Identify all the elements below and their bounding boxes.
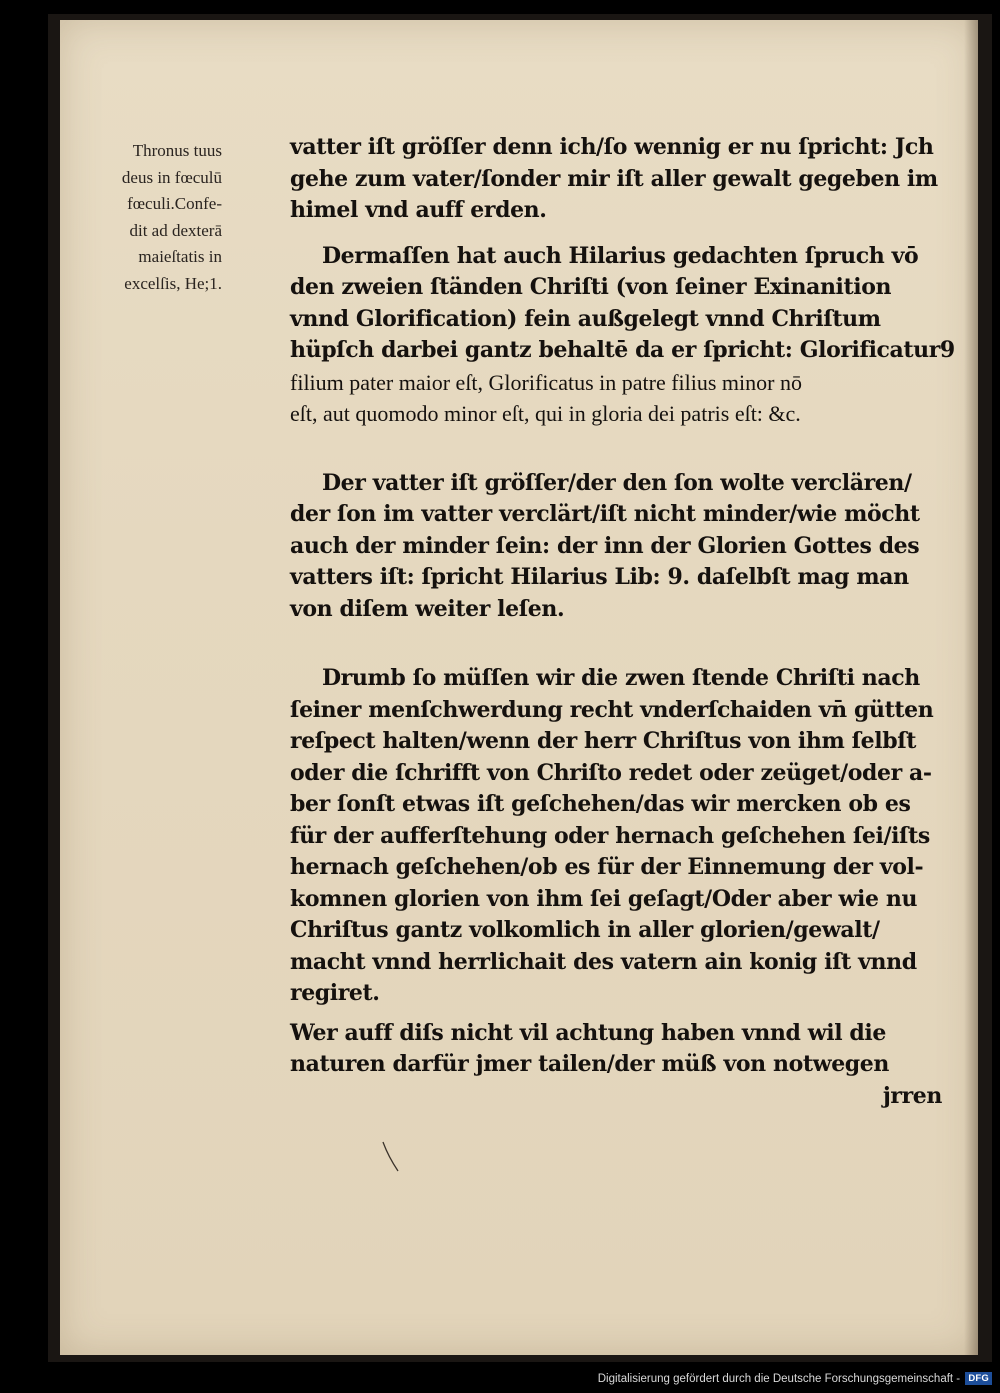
digitization-footer (0, 1372, 1000, 1393)
text-line: ber ſonſt etwas iſt geſchehen/das wir mercken ob es (290, 791, 911, 817)
text-line: reſpect halten/wenn der herr Chriſtus von ihm ſelbſt (290, 728, 917, 754)
text-line: vatters iſt: ſpricht Hilarius Lib: 9. daſelbſt mag man (290, 564, 909, 590)
text-line: vatter iſt gröſſer denn ich/ſo wennig er nu ſpricht: Jch (290, 134, 934, 160)
marginal-note-line: dit ad dexterā (129, 220, 222, 240)
text-line: macht vnnd herrlichait des vatern ain konig iſt vnnd (290, 948, 917, 975)
paragraph-5 (290, 1018, 950, 1113)
text-line: komnen glorien von ihm ſei geſagt/Oder aber wie nu (290, 885, 918, 912)
latin-quote-line: filium pater maior eſt, Glorificatus in patre filius minor nō (290, 369, 802, 395)
paragraph-1 (290, 132, 950, 227)
footer-credit-text: Digitalisierung gefördert durch die Deutsche Forschungsgemeinschaft - (597, 1373, 961, 1385)
marginal-note (92, 138, 222, 297)
text-line: ſeiner menſchwerdung recht vnderſchaiden vn̄ gütten (290, 696, 934, 723)
text-line: Der vatter iſt gröſſer/der den ſon wolte verclären/ (322, 469, 912, 496)
pen-stroke-mark (380, 1140, 402, 1174)
text-line: naturen darfür jmer tailen/der müß von notwegen (290, 1051, 889, 1077)
marginal-note-line: deus in fœculū (121, 167, 222, 187)
text-line: Wer auff diſs nicht vil achtung haben vnnd wil die (290, 1019, 886, 1046)
catchword: jrren (882, 1082, 942, 1109)
paragraph-3 (290, 468, 950, 626)
text-line: hüpſch darbei gantz behaltē da er ſpricht: Glorificatur9 (290, 337, 955, 363)
text-line: den zweien ſtänden Chriſti (von ſeiner Exinanition (290, 274, 892, 300)
text-line: regiret. (290, 980, 380, 1006)
dfg-logo: DFG (965, 1372, 992, 1385)
text-line: himel vnd auff erden. (290, 197, 547, 223)
text-line: hernach geſchehen/ob es für der Einnemung der vol- (290, 854, 924, 880)
paragraph-2 (290, 241, 955, 430)
page-edge-shadow (964, 20, 978, 1355)
text-line: der ſon im vatter verclärt/iſt nicht minder/wie möcht (290, 501, 920, 527)
text-line: von diſem weiter leſen. (290, 595, 565, 622)
text-line: für der aufferſtehung oder hernach geſchehen ſei/iſts (290, 822, 930, 849)
text-line: auch der minder ſein: der inn der Glorien Gottes des (290, 532, 920, 559)
main-text (290, 132, 955, 1112)
paragraph-4 (290, 663, 950, 1010)
text-line: Drumb ſo müſſen wir die zwen ſtende Chriſti nach (322, 665, 920, 691)
marginal-note-line: excelſis, He;1. (124, 273, 222, 293)
text-line: oder die ſchrifft von Chriſto redet oder zeüget/oder a- (290, 759, 932, 786)
marginal-note-line: Thronus tuus (132, 141, 222, 160)
latin-quote-line: eſt, aut quomodo minor eſt, qui in gloria dei patris eſt: &c. (290, 401, 801, 426)
marginal-note-line: maieſtatis in (138, 247, 222, 266)
text-line: vnnd Glorification) fein außgelegt vnnd Chriſtum (290, 305, 881, 332)
text-line: Chriſtus gantz volkomlich in aller glorien/gewalt/ (290, 917, 880, 943)
marginal-note-line: fœculi.Confe- (127, 194, 222, 213)
text-line: gehe zum vater/ſonder mir iſt aller gewalt gegeben im (290, 165, 938, 192)
text-line: Dermaſſen hat auch Hilarius gedachten ſpruch vō (322, 242, 919, 269)
